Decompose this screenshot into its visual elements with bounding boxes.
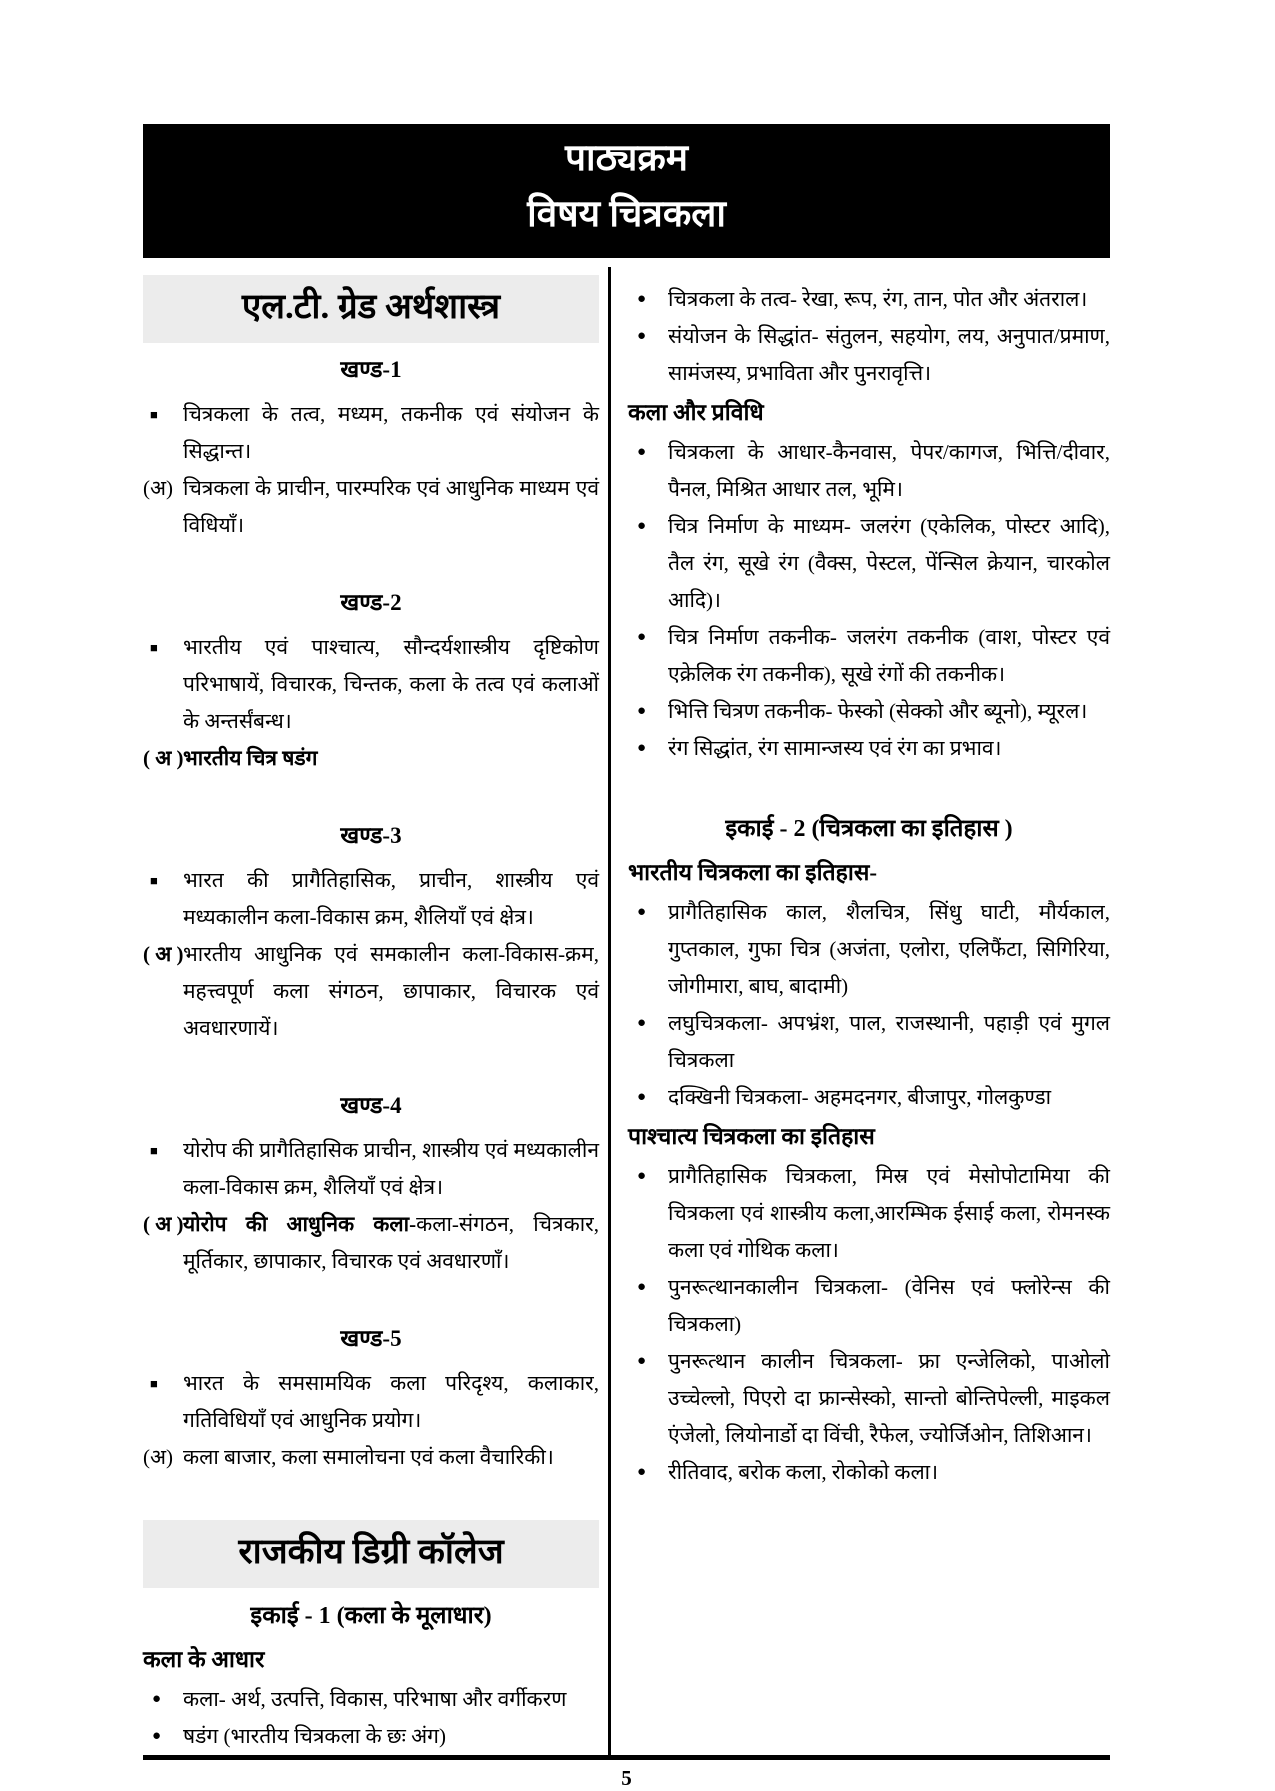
document-subtitle: विषय चित्रकला	[527, 194, 726, 235]
dot-bullet-icon: ●	[637, 629, 647, 645]
unit-heading: इकाई - 2 (चित्रकला का इतिहास )	[725, 816, 1013, 842]
square-bullet-icon: ■	[150, 407, 158, 422]
section-title: राजकीय डिग्री कॉलेज	[143, 1520, 599, 1588]
topic-heading: भारतीय चित्रकला का इतिहास-	[628, 860, 878, 885]
item-text: प्रागैतिहासिक चित्रकला, मिस्र एवं मेसोपोटामिया की चित्रकला एवं शास्त्रीय कला,आरम्भिक ईसाई कला, रोमनस्क कला एवं गोथिक कला।	[668, 1164, 1110, 1262]
dot-bullet-icon: ●	[637, 1464, 647, 1480]
square-bullet-icon: ■	[150, 1376, 158, 1391]
khand-heading: खण्ड-3	[340, 823, 402, 848]
dot-bullet-icon: ●	[637, 904, 647, 920]
list-item	[143, 862, 599, 936]
item-text: भारतीय आधुनिक एवं समकालीन कला-विकास-क्रम, महत्त्वपूर्ण कला संगठन, छापाकार, विचारक एवं अवधारणायें।	[183, 942, 599, 1040]
dot-bullet-icon: ●	[637, 291, 647, 307]
dot-bullet-icon: ●	[637, 1353, 647, 1369]
dot-bullet-icon: ●	[637, 444, 647, 460]
item-text: प्रागैतिहासिक काल, शैलचित्र, सिंधु घाटी, मौर्यकाल, गुप्तकाल, गुफा चित्र (अजंता, एलोरा, एलिफैंटा, सिगिरिया, जोगीमारा, बाघ, बादामी)	[668, 900, 1110, 998]
list-item	[628, 1269, 1110, 1343]
item-text: चित्रकला के प्राचीन, पारम्परिक एवं आधुनिक माध्यम एवं विधियाँ।	[183, 476, 599, 537]
document-title: पाठ्यक्रम	[565, 138, 688, 179]
item-marker: (अ)	[143, 476, 174, 500]
item-text: चित्रकला के तत्व- रेखा, रूप, रंग, तान, पोत और अंतराल।	[668, 287, 1088, 311]
unit-heading: इकाई - 1 (कला के मूलाधार)	[250, 1603, 492, 1629]
right-column	[611, 267, 1110, 1755]
item-text: चित्र निर्माण के माध्यम- जलरंग (एकेलिक, पोस्टर आदि), तैल रंग, सूखे रंग (वैक्स, पेस्टल, पेंन्सिल क्रेयान, चारकोल आदि)।	[668, 514, 1110, 612]
khand-heading: खण्ड-4	[340, 1093, 402, 1118]
item-text: भारतीय एवं पाश्चात्य, सौन्दर्यशास्त्रीय दृष्टिकोण परिभाषायें, विचारक, चिन्तक, कला के तत्व एवं कलाओं के अन्तर्संबन्ध।	[183, 635, 599, 733]
item-text: दक्खिनी चित्रकला- अहमदनगर, बीजापुर, गोलकुण्डा	[668, 1085, 1052, 1109]
page-number: 5	[621, 1766, 632, 1790]
dot-bullet-icon: ●	[637, 1279, 647, 1295]
item-text: भारत के समसामयिक कला परिदृश्य, कलाकार, गतिविधियाँ एवं आधुनिक प्रयोग।	[183, 1371, 599, 1432]
list-item	[628, 619, 1110, 693]
item-text: कला-संगठन, चित्रकार, मूर्तिकार, छापाकार, विचारक एवं अवधारणाँ।	[183, 1212, 599, 1273]
list-item	[628, 434, 1110, 508]
item-text: षडंग (भारतीय चित्रकला के छः अंग)	[183, 1724, 446, 1748]
list-item	[628, 1079, 1110, 1116]
item-text: चित्रकला के आधार-कैनवास, पेपर/कागज, भित्ति/दीवार, पैनल, मिश्रित आधार तल, भूमि।	[668, 440, 1110, 501]
item-text: संयोजन के सिद्धांत- संतुलन, सहयोग, लय, अनुपात/प्रमाण, सामंजस्य, प्रभाविता और पुनरावृत्ति।	[668, 324, 1110, 385]
item-bold-text: भारतीय चित्र षडंग	[183, 746, 318, 770]
item-marker: (अ)	[143, 1445, 174, 1469]
square-bullet-icon: ■	[150, 1143, 158, 1158]
list-item	[143, 396, 599, 470]
item-text: कला बाजार, कला समालोचना एवं कला वैचारिकी।	[183, 1445, 554, 1469]
list-item	[143, 470, 599, 544]
content-area	[143, 124, 1110, 1791]
dot-bullet-icon: ●	[637, 740, 647, 756]
dot-bullet-icon: ●	[152, 1728, 162, 1744]
item-text: चित्र निर्माण तकनीक- जलरंग तकनीक (वाश, पोस्टर एवं एक्रेलिक रंग तकनीक), सूखे रंगों की तकनीक।	[668, 625, 1110, 686]
list-item	[143, 1365, 599, 1439]
list-item	[628, 281, 1110, 318]
item-text: योरोप की प्रागैतिहासिक प्राचीन, शास्त्रीय एवं मध्यकालीन कला-विकास क्रम, शैलियाँ एवं क्षेत्र।	[183, 1138, 599, 1199]
item-text: पुनरूत्थान कालीन चित्रकला- फ्रा एन्जेलिको, पाओलो उच्चेल्लो, पिएरो दा फ्रान्सेस्को, सान्तो बोन्तिपेल्ली, माइकल एंजेलो, लियोनार्डो दा विंची, रैफेल, ज्योर्जिओन, तिशिआन।	[668, 1349, 1110, 1447]
item-text: चित्रकला के तत्व, मध्यम, तकनीक एवं संयोजन के सिद्धान्त।	[183, 402, 599, 463]
list-item	[143, 629, 599, 740]
list-item	[628, 730, 1110, 767]
list-item	[628, 693, 1110, 730]
item-text: लघुचित्रकला- अपभ्रंश, पाल, राजस्थानी, पहाड़ी एवं मुगल चित्रकला	[668, 1011, 1110, 1072]
list-item	[628, 1005, 1110, 1079]
square-bullet-icon: ■	[150, 873, 158, 888]
dot-bullet-icon: ●	[152, 1691, 162, 1707]
topic-heading: कला और प्रविधि	[628, 400, 764, 425]
section-title: एल.टी. ग्रेड अर्थशास्त्र	[143, 275, 599, 343]
item-text: रंग सिद्धांत, रंग सामान्जस्य एवं रंग का प्रभाव।	[668, 736, 1002, 760]
list-item	[628, 1343, 1110, 1454]
dot-bullet-icon: ●	[637, 1168, 647, 1184]
square-bullet-icon: ■	[150, 640, 158, 655]
dot-bullet-icon: ●	[637, 703, 647, 719]
item-text: भारत की प्रागैतिहासिक, प्राचीन, शास्त्रीय एवं मध्यकालीन कला-विकास क्रम, शैलियाँ एवं क्षेत्र।	[183, 868, 599, 929]
list-item	[143, 1439, 599, 1476]
list-item	[143, 1206, 599, 1280]
dot-bullet-icon: ●	[637, 1089, 647, 1105]
item-marker: ( अ )	[143, 942, 184, 966]
khand-heading: खण्ड-2	[340, 590, 402, 615]
dot-bullet-icon: ●	[637, 1015, 647, 1031]
khand-heading: खण्ड-5	[340, 1326, 402, 1351]
list-item	[628, 894, 1110, 1005]
item-bold-text: योरोप की आधुनिक कला-	[183, 1212, 417, 1236]
dot-bullet-icon: ●	[637, 518, 647, 534]
left-column	[143, 267, 599, 1755]
list-item	[143, 1132, 599, 1206]
list-item	[628, 508, 1110, 619]
topic-heading: कला के आधार	[143, 1647, 265, 1672]
khand-heading: खण्ड-1	[340, 357, 402, 382]
list-item	[143, 936, 599, 1047]
item-marker: ( अ )	[143, 746, 184, 770]
two-column-layout	[143, 267, 1110, 1760]
item-text: रीतिवाद, बरोक कला, रोकोको कला।	[668, 1460, 939, 1484]
list-item	[628, 1158, 1110, 1269]
title-band	[143, 124, 1110, 258]
item-marker: ( अ )	[143, 1212, 184, 1236]
dot-bullet-icon: ●	[637, 328, 647, 344]
list-item	[628, 1454, 1110, 1491]
list-item	[143, 1681, 599, 1718]
item-text: पुनरूत्थानकालीन चित्रकला- (वेनिस एवं फ्लोरेन्स की चित्रकला)	[668, 1275, 1110, 1336]
list-item	[143, 740, 599, 777]
list-item	[628, 318, 1110, 392]
item-text: भित्ति चित्रण तकनीक- फेस्को (सेक्को और ब्यूनो), म्यूरल।	[668, 699, 1088, 723]
topic-heading: पाश्चात्य चित्रकला का इतिहास	[628, 1124, 875, 1149]
item-text: कला- अर्थ, उत्पत्ति, विकास, परिभाषा और वर्गीकरण	[183, 1687, 567, 1711]
list-item	[143, 1718, 599, 1755]
